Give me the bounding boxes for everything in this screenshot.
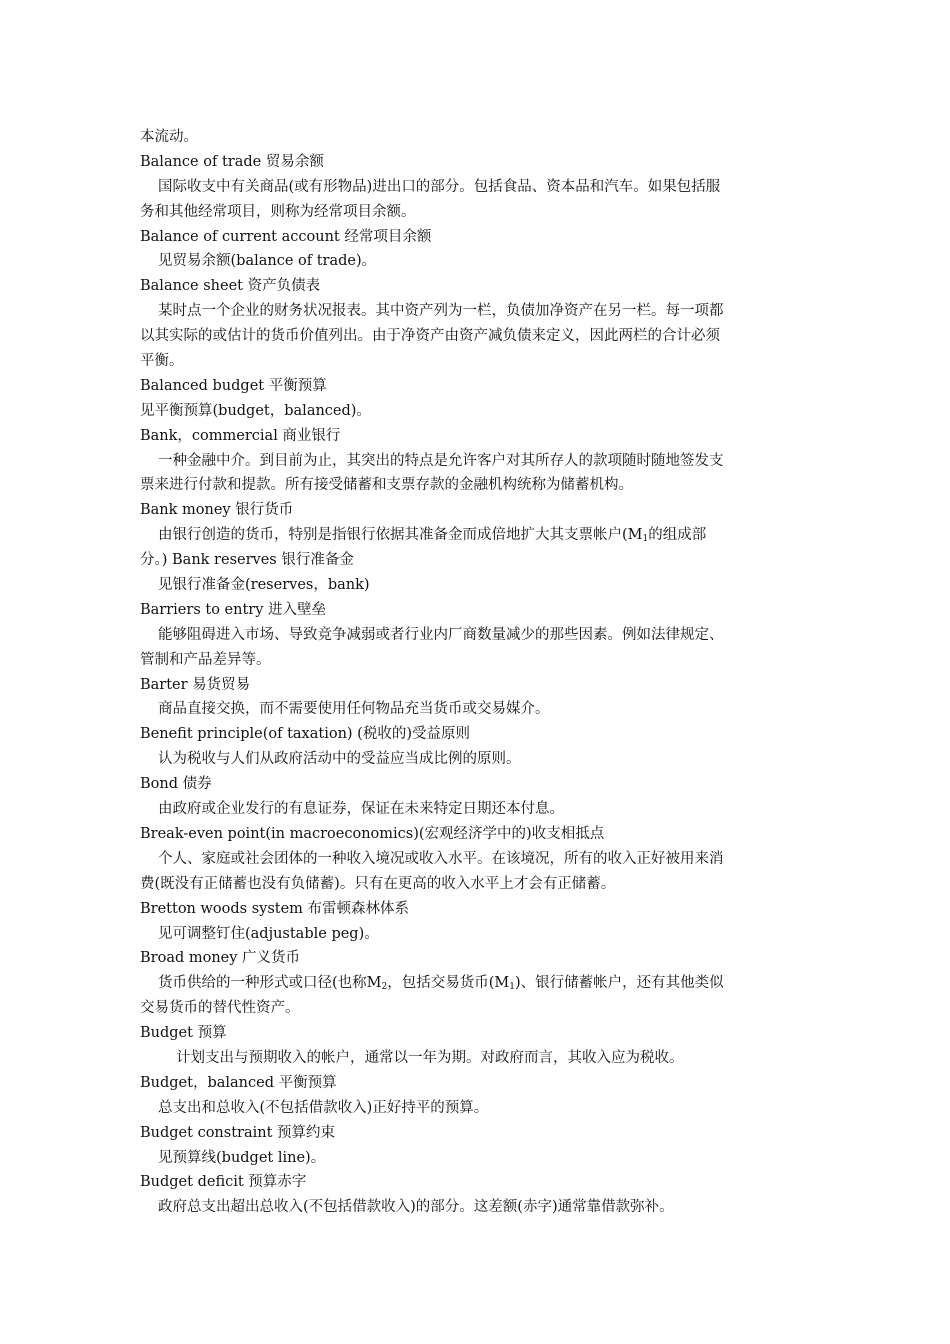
subscript: 1 [509, 982, 515, 993]
glossary-term-line [140, 946, 812, 971]
text-line [140, 349, 812, 374]
line-text: 由银行创造的货币，特别是指银行依据其准备金而成倍地扩大其支票帐户(M [158, 527, 643, 544]
glossary-term-line [140, 498, 812, 523]
text-line [140, 971, 812, 996]
line-text: Barter 易货贸易 [140, 676, 251, 693]
text-line [140, 125, 812, 150]
text-line [140, 1046, 812, 1071]
line-text: 以其实际的或估计的货币价值列出。由于净资产由资产减负债来定义，因此两栏的合计必须 [140, 328, 720, 345]
glossary-term-line [140, 424, 812, 449]
line-text: 个人、家庭或社会团体的一种收入境况或收入水平。在该境况，所有的收入正好被用来消 [158, 850, 724, 867]
line-text: 国际收支中有关商品(或有形物品)进出口的部分。包括食品、资本品和汽车。如果包括服 [158, 178, 721, 195]
glossary-term-line [140, 772, 812, 797]
glossary-term-line [140, 374, 812, 399]
text-line [140, 200, 812, 225]
text-line [140, 1096, 812, 1121]
document-page [140, 125, 812, 1220]
glossary-term-line [140, 822, 812, 847]
line-text: 票来进行付款和提款。所有接受储蓄和支票存款的金融机构统称为储蓄机构。 [140, 477, 633, 494]
glossary-term-line [140, 673, 812, 698]
line-text: Broad money 广义货币 [140, 950, 301, 967]
glossary-term-line [140, 1021, 812, 1046]
line-text: Balanced budget 平衡预算 [140, 377, 327, 394]
text-line [140, 872, 812, 897]
line-text: 政府总支出超出总收入(不包括借款收入)的部分。这差额(赤字)通常靠借款弥补。 [158, 1199, 674, 1216]
line-text: 计划支出与预期收入的帐户，通常以一年为期。对政府而言，其收入应为税收。 [176, 1049, 684, 1066]
line-text: Budget constraint 预算约束 [140, 1124, 336, 1141]
line-text: Balance of trade 贸易余额 [140, 153, 324, 170]
text-line [140, 922, 812, 947]
line-text: Bank money 银行货币 [140, 502, 294, 519]
text-line [140, 623, 812, 648]
text-line [140, 449, 812, 474]
text-line [140, 249, 812, 274]
line-text: 见银行准备金(reserves，bank) [158, 577, 370, 594]
line-text-tail: )、银行储蓄帐户，还有其他类似 [515, 975, 724, 992]
text-line [140, 399, 812, 424]
line-text: Bretton woods system 布雷顿森林体系 [140, 900, 410, 917]
line-text: 见平衡预算(budget，balanced)。 [140, 402, 371, 419]
glossary-term-line [140, 1170, 812, 1195]
line-text: 货币供给的一种形式或口径(也称M [158, 975, 382, 992]
glossary-term-line [140, 897, 812, 922]
text-line [140, 697, 812, 722]
line-text: 务和其他经常项目，则称为经常项目余额。 [140, 203, 416, 220]
text-line [140, 1146, 812, 1171]
glossary-term-line [140, 722, 812, 747]
text-line [140, 747, 812, 772]
glossary-term-line [140, 225, 812, 250]
line-text: 平衡。 [140, 353, 184, 370]
text-line [140, 1195, 812, 1220]
line-text: Benefit principle(of taxation) (税收的)受益原则 [140, 726, 470, 743]
text-line [140, 175, 812, 200]
line-text: 某时点一个企业的财务状况报表。其中资产列为一栏，负债加净资产在另一栏。每一项都 [158, 303, 724, 320]
line-text: 一种金融中介。到目前为止，其突出的特点是允许客户对其所存人的款项随时随地签发支 [158, 452, 724, 469]
line-text: Bank，commercial 商业银行 [140, 427, 341, 444]
text-line [140, 996, 812, 1021]
text-line [140, 648, 812, 673]
line-text: 见预算线(budget line)。 [158, 1149, 326, 1166]
line-text: Balance of current account 经常项目余额 [140, 228, 432, 245]
glossary-term-line [140, 1121, 812, 1146]
text-line [140, 473, 812, 498]
line-text: Bond 债券 [140, 776, 212, 793]
line-text: Balance sheet 资产负债表 [140, 278, 321, 295]
line-text: 费(既没有正储蓄也没有负储蓄)。只有在更高的收入水平上才会有正储蓄。 [140, 875, 616, 892]
line-text: 认为税收与人们从政府活动中的受益应当成比例的原则。 [158, 751, 521, 768]
line-text-tail: 的组成部 [648, 527, 707, 544]
text-line [140, 324, 812, 349]
line-text: 见可调整钉住(adjustable peg)。 [158, 925, 379, 942]
line-text: Break-even point(in macroeconomics)(宏观经济学中的)收支相抵点 [140, 825, 605, 842]
subscript: 2 [381, 982, 388, 993]
line-text: 能够阻碍进入市场、导致竞争减弱或者行业内厂商数量减少的那些因素。例如法律规定、 [158, 626, 724, 643]
glossary-term-line [140, 274, 812, 299]
line-text: Budget deficit 预算赤字 [140, 1174, 307, 1191]
subscript: 1 [642, 534, 649, 545]
text-line [140, 548, 812, 573]
line-text: 由政府或企业发行的有息证券，保证在未来特定日期还本付息。 [158, 801, 564, 818]
line-text: 见贸易余额(balance of trade)。 [158, 253, 377, 270]
line-text: 管制和产品差异等。 [140, 651, 271, 668]
glossary-term-line [140, 150, 812, 175]
line-text: Budget，balanced 平衡预算 [140, 1074, 337, 1091]
text-line [140, 847, 812, 872]
line-text: Budget 预算 [140, 1025, 227, 1042]
line-text: 总支出和总收入(不包括借款收入)正好持平的预算。 [158, 1099, 489, 1116]
text-line [140, 299, 812, 324]
line-text: 分。) Bank reserves 银行准备金 [140, 552, 354, 569]
line-text: Barriers to entry 进入壁垒 [140, 601, 327, 618]
text-line [140, 523, 812, 548]
line-text: 交易货币的替代性资产。 [140, 1000, 300, 1017]
line-text: 本流动。 [140, 129, 198, 145]
text-line [140, 573, 812, 598]
glossary-term-line [140, 598, 812, 623]
line-text-tail: ，包括交易货币(M [387, 975, 510, 992]
glossary-term-line [140, 1071, 812, 1096]
text-line [140, 797, 812, 822]
line-text: 商品直接交换，而不需要使用任何物品充当货币或交易媒介。 [158, 701, 550, 718]
